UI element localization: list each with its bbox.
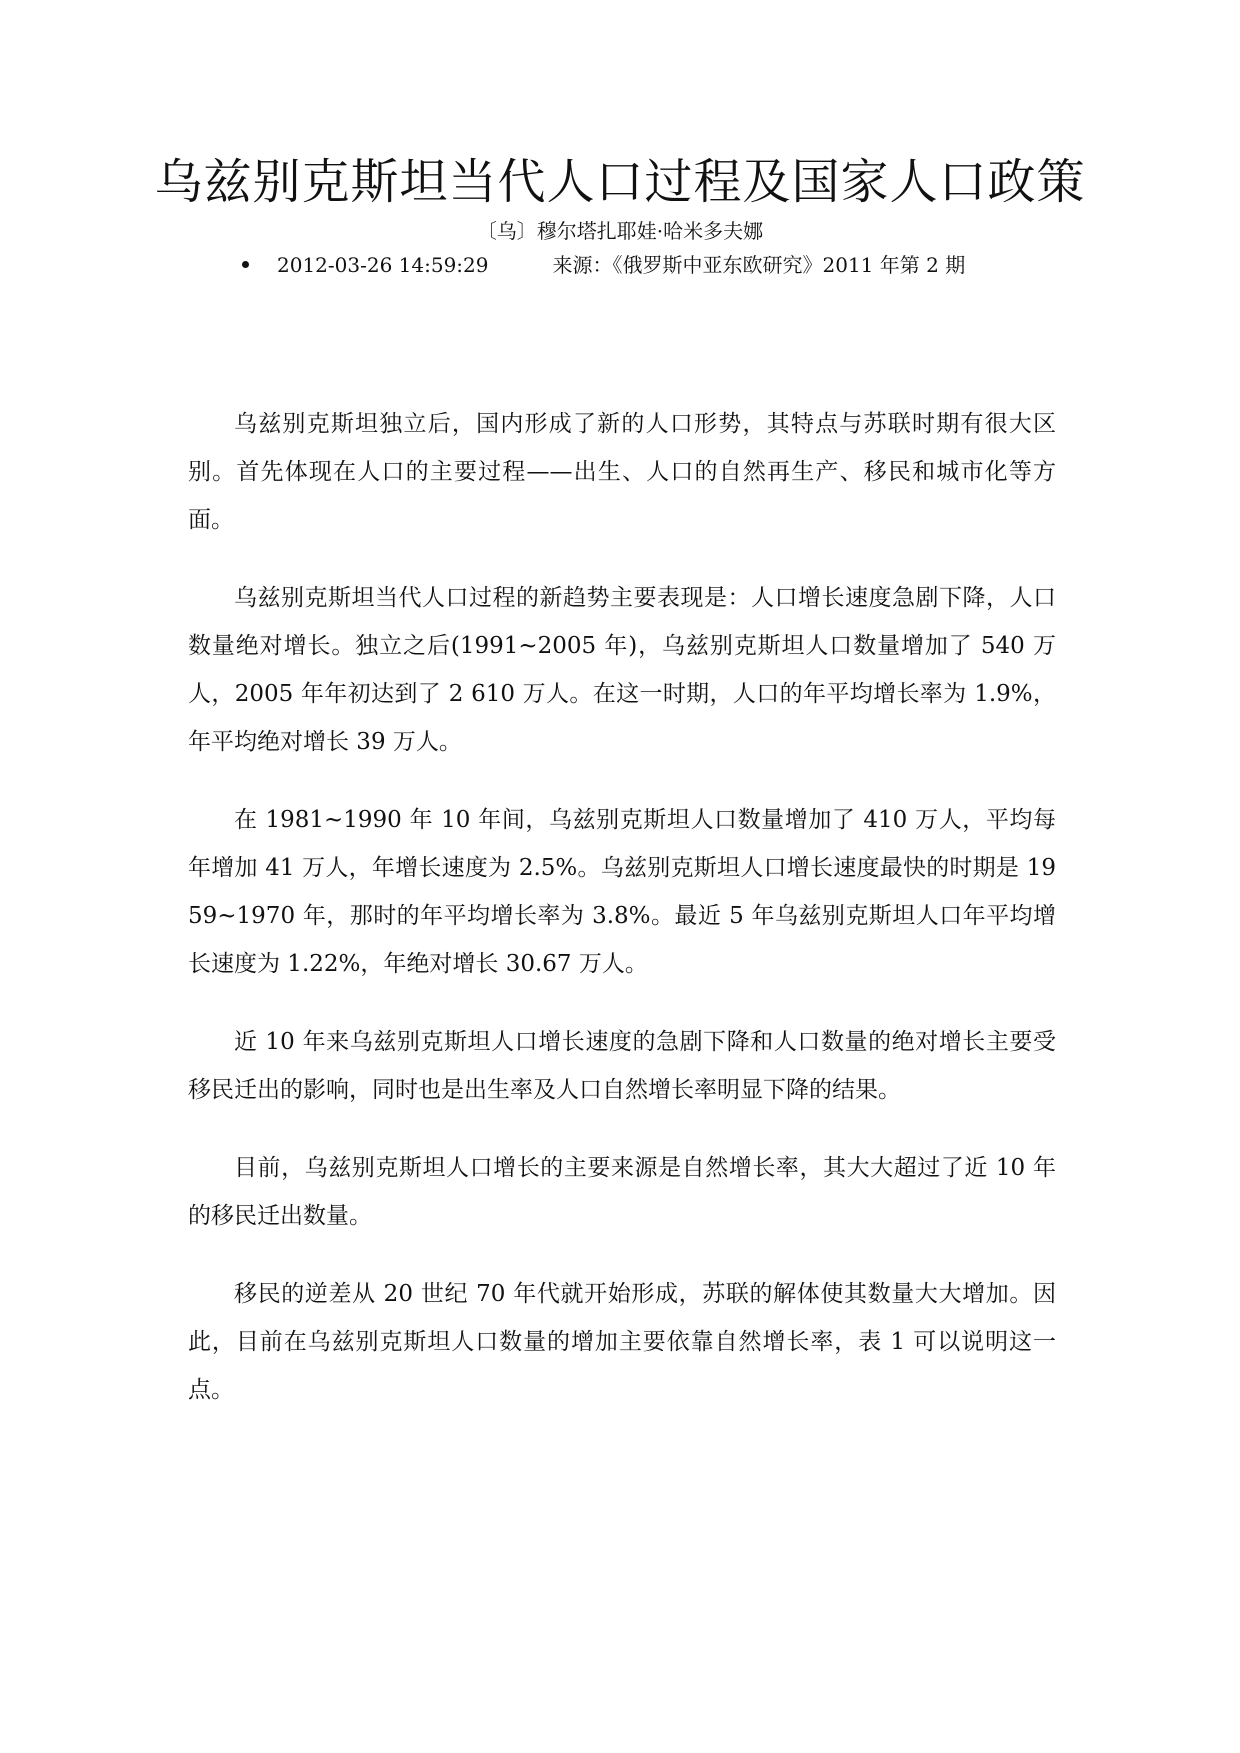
article-title: 乌兹别克斯坦当代人口过程及国家人口政策	[154, 154, 1086, 210]
bullet-icon	[242, 261, 249, 268]
paragraph: 乌兹别克斯坦独立后，国内形成了新的人口形势，其特点与苏联时期有很大区别。首先体现在人口的主要过程——出生、人口的自然再生产、移民和城市化等方面。	[188, 411, 1056, 533]
paragraph: 乌兹别克斯坦当代人口过程的新趋势主要表现是：人口增长速度急剧下降，人口数量绝对增长。独立之后(1991~2005 年)，乌兹别克斯坦人口数量增加了 540 万人，2005 年年初达到了 2 610 万人。在这一时期，人口的年平均增长率为 1.9%，年平均绝对增长 39 万人。	[188, 585, 1056, 755]
paragraph: 目前，乌兹别克斯坦人口增长的主要来源是自然增长率，其大大超过了近 10 年的移民迁出数量。	[188, 1155, 1056, 1229]
paragraph: 近 10 年来乌兹别克斯坦人口增长速度的急剧下降和人口数量的绝对增长主要受移民迁出的影响，同时也是出生率及人口自然增长率明显下降的结果。	[188, 1029, 1056, 1103]
article-body	[188, 400, 1056, 1444]
paragraph: 移民的逆差从 20 世纪 70 年代就开始形成，苏联的解体使其数量大大增加。因此，目前在乌兹别克斯坦人口数量的增加主要依靠自然增长率，表 1 可以说明这一点。	[188, 1281, 1056, 1403]
article-source: 来源：《俄罗斯中亚东欧研究》2011 年第 2 期	[552, 253, 966, 277]
paragraph: 在 1981~1990 年 10 年间，乌兹别克斯坦人口数量增加了 410 万人，平均每年增加 41 万人，年增长速度为 2.5%。乌兹别克斯坦人口增长速度最快的时期是 1959~1970 年，那时的年平均增长率为 3.8%。最近 5 年乌兹别克斯坦人口年平均增长速度为 1.22%，年绝对增长 30.67 万人。	[188, 807, 1056, 977]
article-date: 2012-03-26 14:59:29	[277, 253, 489, 277]
article-author: 〔乌〕穆尔塔扎耶娃·哈米多夫娜	[476, 219, 764, 243]
article-meta	[242, 250, 1042, 280]
